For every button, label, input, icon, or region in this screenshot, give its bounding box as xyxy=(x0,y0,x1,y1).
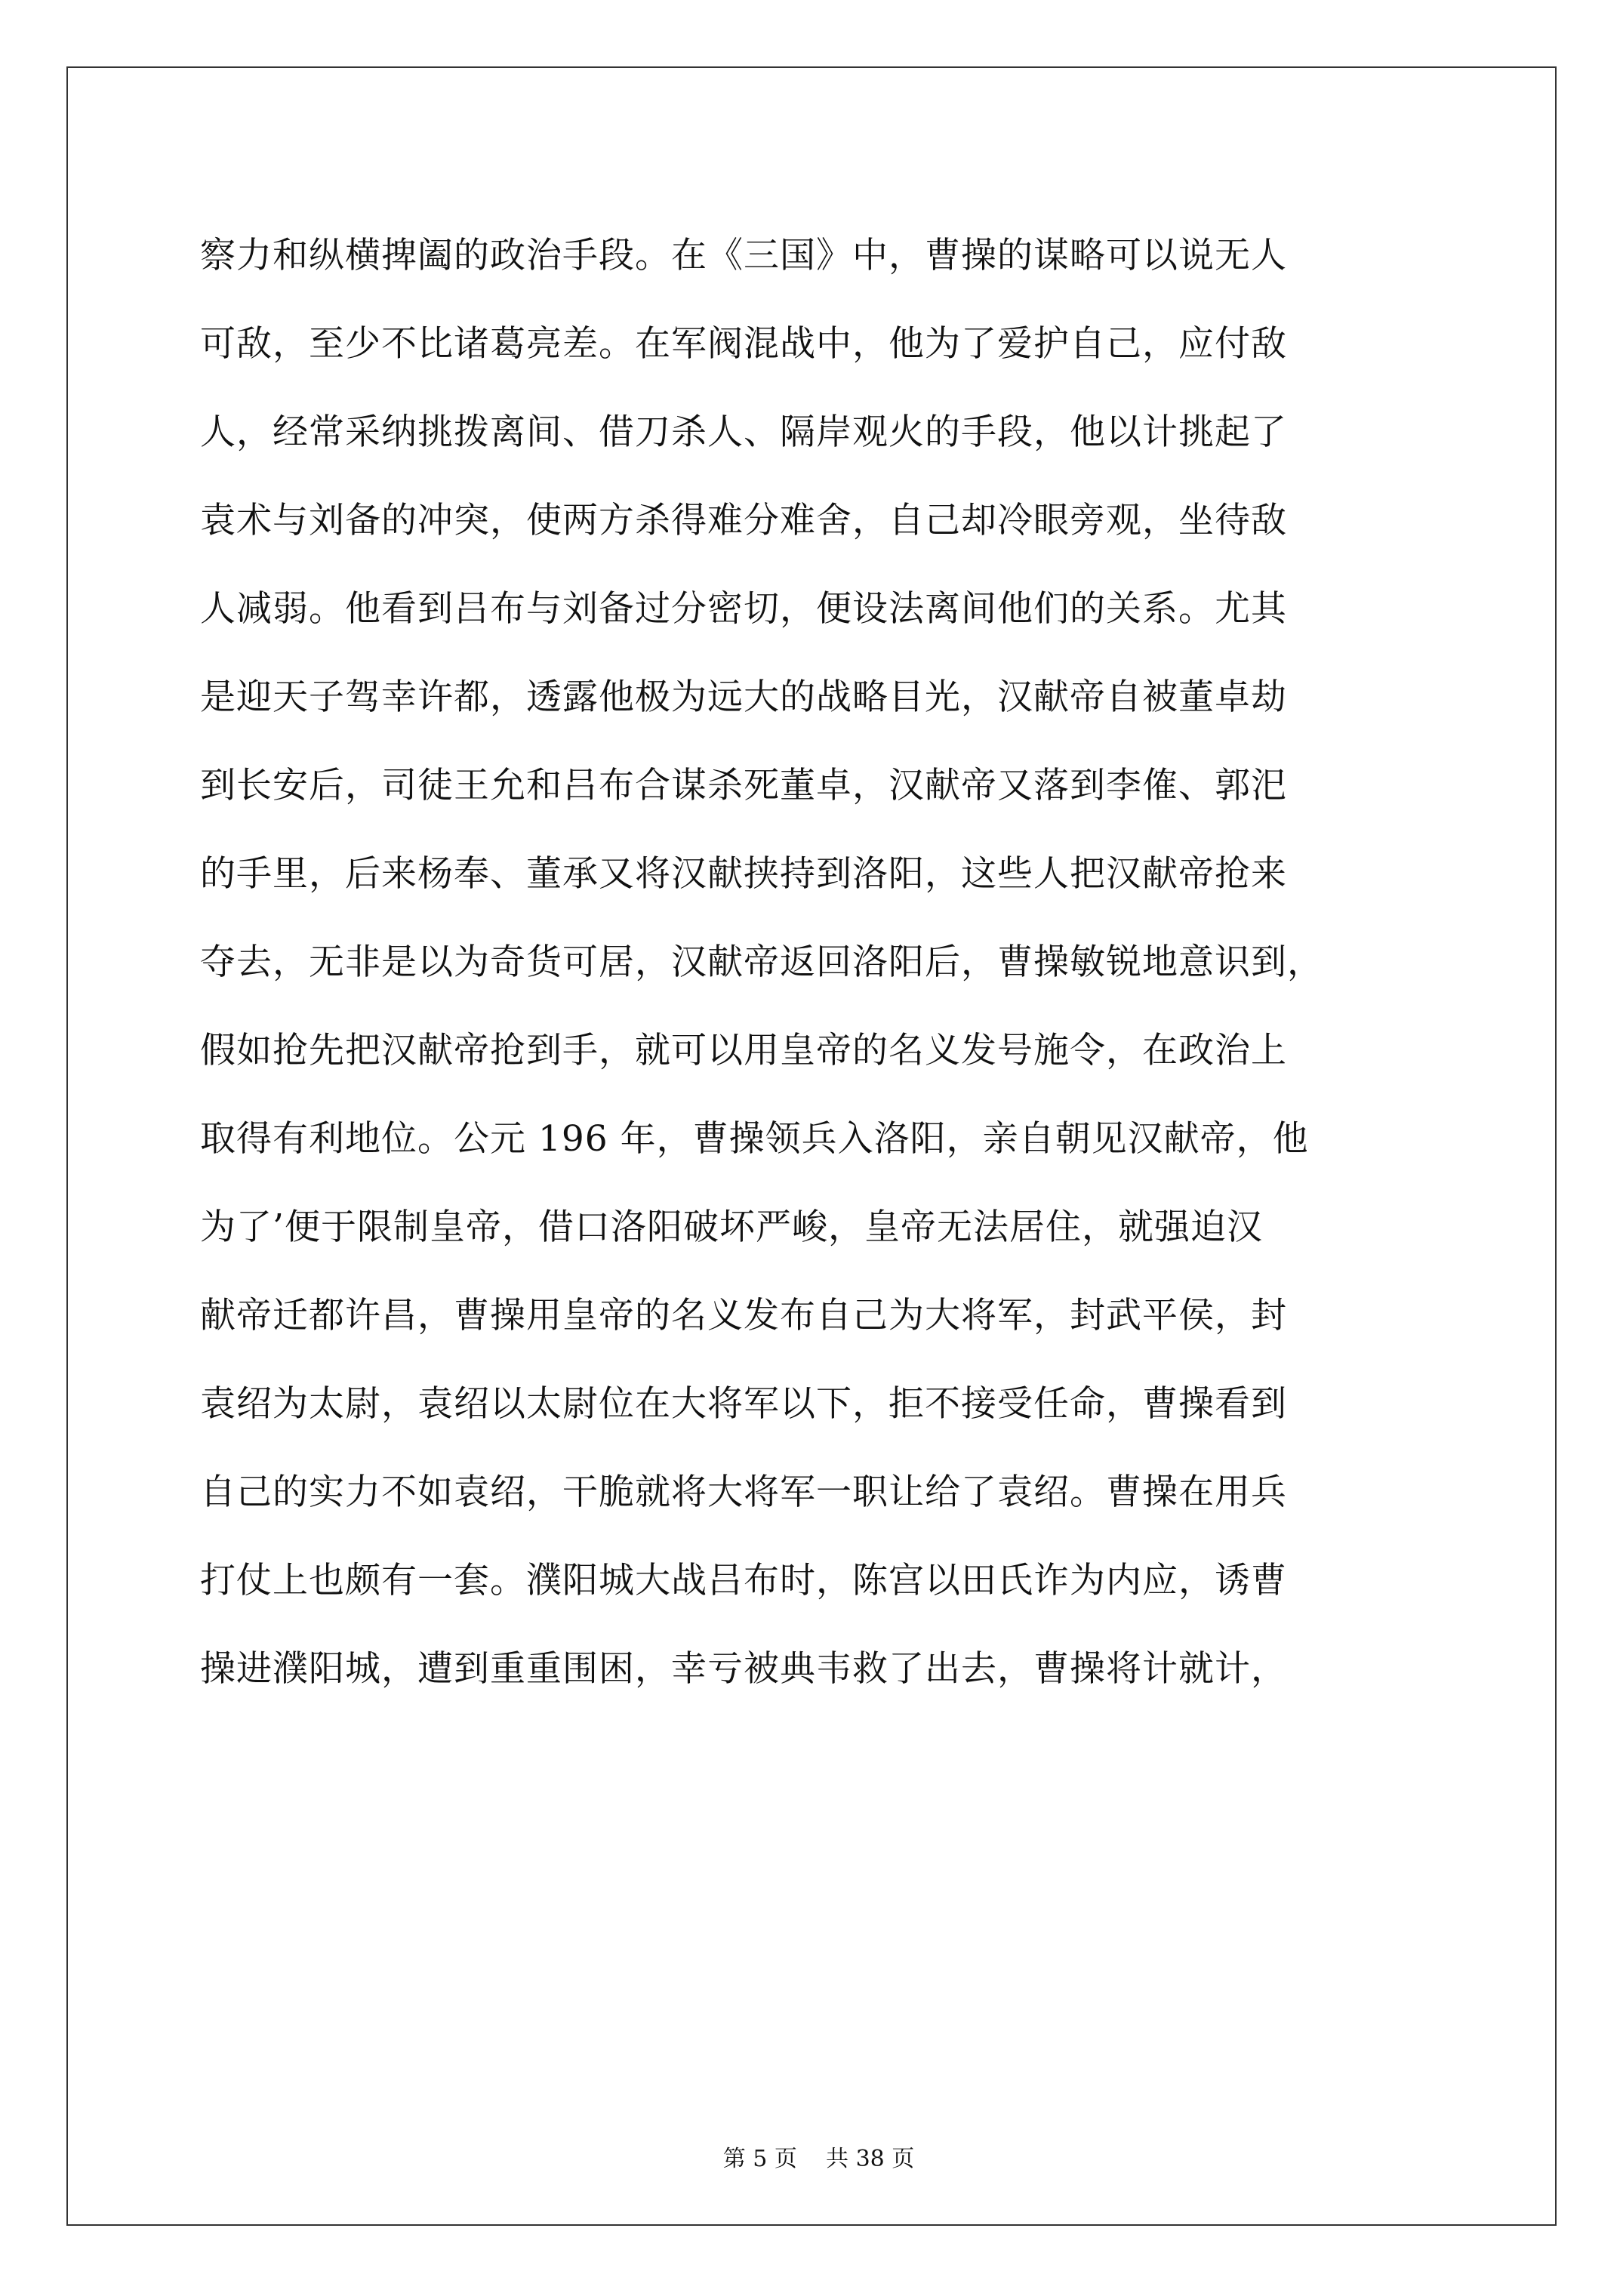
body-text xyxy=(200,211,1468,1713)
body-line: 夺去，无非是以为奇货可居，汉献帝返回洛阳后，曹操敏锐地意识到， xyxy=(200,942,1323,983)
body-line: 取得有利地位。公元 196 年，曹操领兵入洛阳，亲自朝见汉献帝，他 xyxy=(200,1118,1309,1160)
page-footer xyxy=(0,2114,1623,2174)
body-line: 到长安后，司徒王允和吕布合谋杀死董卓，汉献帝又落到李傕、郭汜 xyxy=(200,765,1287,806)
body-line: 袁绍为太尉，袁绍以太尉位在大将军以下，拒不接受任命，曹操看到 xyxy=(200,1383,1287,1425)
body-line: 是迎天子驾幸许都，透露他极为远大的战略目光，汉献帝自被董卓劫 xyxy=(200,676,1287,718)
body-line: 袁术与刘备的冲突，使两方杀得难分难舍，自己却冷眼旁观，坐待敌 xyxy=(200,500,1287,541)
body-line: 可敌，至少不比诸葛亮差。在军阀混战中，他为了爱护自己，应付敌 xyxy=(200,323,1287,365)
body-line: 为了’便于限制皇帝，借口洛阳破坏严峻，皇帝无法居住，就强迫汉 xyxy=(200,1207,1263,1248)
body-line: 打仗上也颇有一套。濮阳城大战吕布时，陈宫以田氏诈为内应，诱曹 xyxy=(200,1560,1287,1601)
page-number: 第 5 页 共 38 页 xyxy=(722,2146,915,2172)
body-line: 的手里，后来杨奉、董承又将汉献挟持到洛阳，这些人把汉献帝抢来 xyxy=(200,853,1287,895)
body-line: 自己的实力不如袁绍，干脆就将大将军一职让给了袁绍。曹操在用兵 xyxy=(200,1472,1287,1513)
body-line: 人减弱。他看到吕布与刘备过分密切，便设法离间他们的关系。尤其 xyxy=(200,588,1287,630)
body-line: 献帝迁都许昌，曹操用皇帝的名义发布自己为大将军，封武平侯，封 xyxy=(200,1295,1287,1336)
body-line: 察力和纵横捭阖的政治手段。在《三国》中，曹操的谋略可以说无人 xyxy=(200,235,1287,276)
body-line: 人，经常采纳挑拨离间、借刀杀人、隔岸观火的手段，他以计挑起了 xyxy=(200,411,1287,453)
body-line: 假如抢先把汉献帝抢到手，就可以用皇帝的名义发号施令，在政治上 xyxy=(200,1030,1287,1071)
body-line: 操进濮阳城，遭到重重围困，幸亏被典韦救了出去，曹操将计就计， xyxy=(200,1648,1287,1690)
